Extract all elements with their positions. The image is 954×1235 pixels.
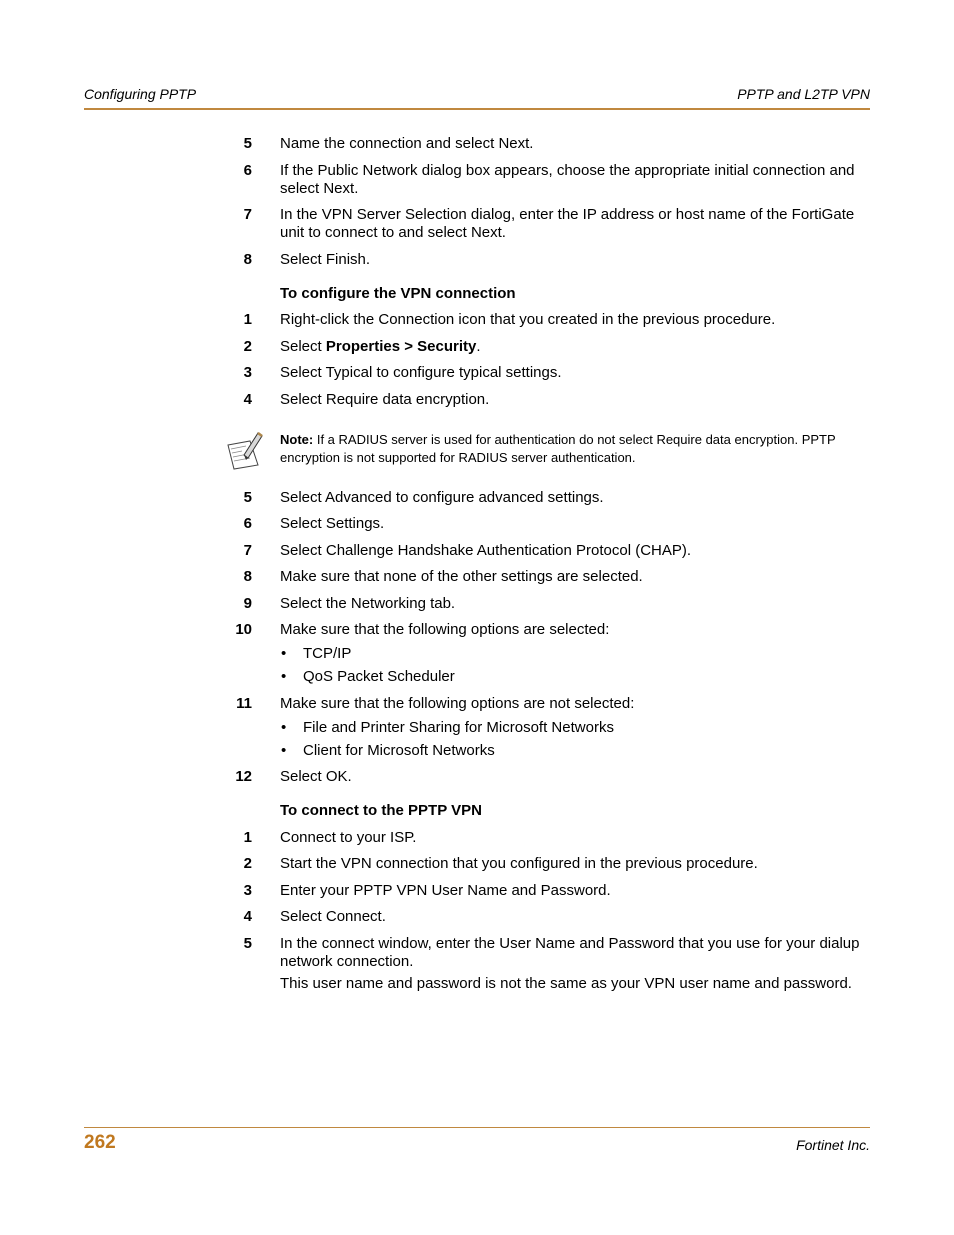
footer-company: Fortinet Inc. [796, 1137, 870, 1153]
step-text: Enter your PPTP VPN User Name and Password. [280, 881, 611, 899]
step-number: 5 [243, 488, 252, 506]
step-number: 5 [243, 934, 252, 952]
list-item [234, 882, 874, 900]
section-heading: To configure the VPN connection [280, 284, 516, 302]
step-number: 10 [235, 621, 252, 638]
footer-rule [84, 1127, 870, 1128]
step-number: 1 [243, 828, 252, 846]
running-header-right: PPTP and L2TP VPN [737, 86, 870, 102]
step-number: 11 [236, 694, 252, 712]
step-number: 9 [243, 594, 252, 612]
list-item [234, 695, 874, 760]
step-text-pre: Select [280, 337, 326, 355]
step-number: 4 [243, 390, 252, 408]
step-text: Make sure that the following options are selected: [280, 621, 610, 638]
bullet-item: • File and Printer Sharing for Microsoft Networks [280, 719, 874, 737]
step-number: 2 [243, 337, 252, 355]
step-text: Name the connection and select Next. [280, 135, 534, 152]
step-text: Select Typical to configure typical settings. [280, 364, 562, 381]
menu-path: Properties > Security [325, 337, 477, 355]
note-label: Note: [280, 431, 314, 447]
header-rule [84, 108, 870, 110]
list-item [234, 338, 874, 356]
step-number: 8 [243, 568, 252, 585]
step-text: Select OK. [280, 768, 352, 785]
list-item [234, 595, 874, 613]
step-text: Select Settings. [280, 515, 385, 532]
step-number: 6 [243, 515, 252, 532]
note-text: If a RADIUS server is used for authentication do not select Require data encryption. PPTP encryption is not supported for RADIUS server authentication. [280, 431, 836, 465]
running-header-left: Configuring PPTP [84, 86, 197, 102]
list-item [234, 908, 874, 926]
step-number: 4 [243, 908, 252, 925]
step-number: 8 [243, 250, 252, 268]
note-box [234, 431, 874, 467]
list-item [234, 364, 874, 382]
bullet-list [280, 719, 874, 760]
step-text: Select the Networking tab. [280, 594, 456, 612]
note-pencil-icon [222, 429, 266, 471]
step-text: Make sure that the following options are not selected: [280, 694, 635, 712]
list-item [234, 391, 874, 409]
step-text: Select Connect. [280, 908, 386, 925]
step-text: In the VPN Server Selection dialog, enter the IP address or host name of the FortiGate unit to connect to and select Next. [280, 206, 855, 241]
step-text: Select Challenge Handshake Authentication Protocol (CHAP). [280, 541, 692, 559]
list-item [234, 251, 874, 269]
list-item [234, 311, 874, 329]
step-text: In the connect window, enter the User Name and Password that you use for your dialup network connection. [280, 934, 860, 970]
step-text: Select Advanced to configure advanced settings. [280, 488, 604, 506]
step-text: Start the VPN connection that you configured in the previous procedure. [280, 855, 758, 872]
step-followup-text: This user name and password is not the same as your VPN user name and password. [280, 974, 852, 992]
step-number: 3 [243, 881, 252, 899]
step-text: Select Require data encryption. [280, 390, 490, 408]
list-item [234, 515, 874, 533]
list-item [234, 568, 874, 586]
step-number: 7 [243, 541, 252, 559]
list-item [234, 621, 874, 686]
list-item [234, 135, 874, 153]
step-number: 7 [243, 206, 252, 223]
bullet-item: • TCP/IP [280, 645, 874, 663]
step-text: Make sure that none of the other settings are selected. [280, 568, 643, 585]
list-item [234, 935, 874, 993]
list-item [234, 768, 874, 786]
list-item [234, 206, 874, 242]
step-number: 5 [243, 135, 252, 152]
list-item [234, 489, 874, 507]
step-text: Right-click the Connection icon that you created in the previous procedure. [280, 311, 776, 328]
step-text: Connect to your ISP. [280, 828, 417, 846]
bullet-item: • Client for Microsoft Networks [280, 742, 874, 760]
bullet-list [280, 645, 874, 686]
list-item [234, 829, 874, 847]
list-item [234, 855, 874, 873]
list-item [234, 542, 874, 560]
step-number: 2 [243, 855, 252, 872]
page-number: 262 [84, 1132, 116, 1153]
page-content [234, 135, 874, 1001]
bullet-item: • QoS Packet Scheduler [280, 668, 874, 686]
step-text-post: . [476, 337, 481, 355]
list-item [234, 162, 874, 198]
step-number: 12 [235, 768, 252, 785]
step-number: 1 [243, 311, 252, 328]
step-text: Select Finish. [280, 250, 371, 268]
step-text: If the Public Network dialog box appears, choose the appropriate initial connection and select Next. [280, 161, 855, 197]
step-number: 3 [243, 364, 252, 381]
section-heading: To connect to the PPTP VPN [280, 802, 482, 819]
step-number: 6 [243, 161, 252, 179]
